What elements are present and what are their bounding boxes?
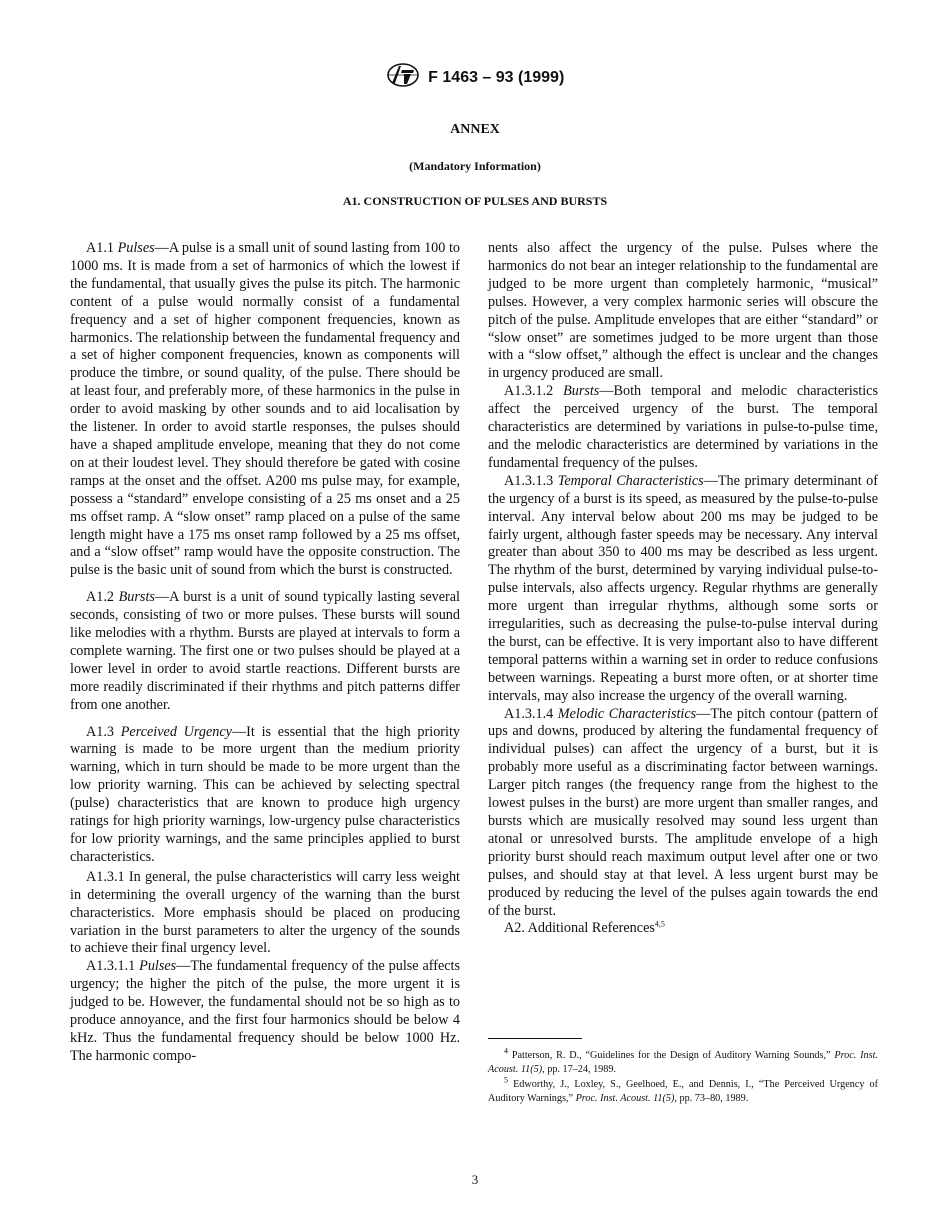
footnote-reference: 4,5 (654, 919, 665, 929)
footnote-4 (488, 1046, 878, 1077)
section-number: A1.3.1.2 (504, 383, 564, 400)
footnote-journal: Proc. Inst. Acoust. 11(5) (575, 1093, 675, 1104)
paragraph-text: —The fundamental frequency of the pulse affects urgency; the higher the pitch of the pulse, the more urgent it is judged to be. However, the fundamental should not be so high as to produce annoyance, and the first four harmonics should be below 4 kHz. Thus the fundamental frequency should be below 1000 Hz. The harmonic compo- (70, 958, 461, 1064)
section-term: Bursts (118, 589, 155, 606)
paragraph-text: —Both temporal and melodic characteristics affect the perceived urgency of the burst. The temporal characteristics are determined by variations in pulse-to-pulse time, and the melodic characteristics are determined by variations in the fundamental frequency of the pulses. (488, 383, 879, 471)
section-term: Pulses (117, 240, 155, 256)
section-term: Temporal Characteristics (557, 472, 704, 489)
page-number: 3 (471, 1172, 479, 1187)
paragraph-a1-3-1-1 (70, 958, 460, 1065)
paragraph-a1-3-1-2 (488, 383, 878, 473)
footnote-text: Edworthy, J., Loxley, S., Geelhoed, E., and Dennis, I., “The Perceived Urgency of Auditory Warnings,” (488, 1079, 878, 1104)
section-term: Melodic Characteristics (557, 705, 697, 722)
section-number: A1.1 (86, 240, 118, 256)
footnote-mark: 4 (504, 1046, 508, 1056)
footnotes (488, 1038, 878, 1107)
footnote-mark: 5 (504, 1075, 508, 1085)
section-term: Bursts (563, 383, 600, 400)
section-term: Pulses (139, 958, 177, 975)
paragraph-a2 (488, 920, 878, 938)
left-column (70, 240, 460, 1066)
footnote-pages: , pp. 17–24, 1989. (542, 1064, 616, 1075)
annex-title: ANNEX (450, 122, 500, 137)
section-number: A1.3.1.3 (504, 472, 558, 489)
paragraph-a1-3-1 (70, 869, 460, 959)
paragraph-a1-3 (70, 724, 460, 867)
section-number: A1.2 (86, 589, 119, 606)
paragraph-text: —A pulse is a small unit of sound lasting from 100 to 1000 ms. It is made from a set of harmonics of which the lowest if the fundamental, that usually gives the pulse its pitch. The harmonic content of a pulse would normally consist of a fundamental frequency and a set of higher component frequencies, known as harmonics. The relationship between the fundamental frequency and a set of higher component frequencies, known as components will produce the timbre, or sound quality, of the pulse. There should be at least four, and preferably more, of these harmonics in the pulse in order to avoid masking by other sounds and to aid localisation by the listener. In order to avoid startle responses, the pulses should have a shaped amplitude envelope, meaning that they do not come on at their loudest level. They should therefore be gated with cosine ramps at the onset and the offset. A200 ms pulse may, for example, possess a “standard” envelope consisting of a 25 ms onset and a 25 ms offset ramp. A “slow onset” ramp placed on a pulse of the same length might have a 175 ms onset ramp followed by a 25 ms offset, and a “slow offset” ramp would have the opposite construction. The pulse is the basic unit of sound from which the burst is constructed. (70, 240, 460, 579)
section-number: A1.3.1.4 (504, 705, 558, 722)
section-number: A1.3 (86, 723, 121, 740)
page-header (0, 62, 950, 93)
footnote-text: Patterson, R. D., “Guidelines for the Design of Auditory Warning Sounds,” (508, 1050, 835, 1061)
paragraph-a1-2 (70, 589, 460, 714)
footnote-5 (488, 1075, 878, 1106)
annex-subtitle: (Mandatory Information) (409, 159, 541, 173)
paragraph-a1-3-1-3 (488, 473, 878, 706)
footnote-divider (488, 1038, 582, 1039)
footnote-pages: , pp. 73–80, 1989. (674, 1093, 749, 1104)
standard-designation: F 1463 – 93 (1999) (428, 68, 565, 86)
section-number: A1.3.1.1 (86, 958, 140, 975)
footnote-journal: Proc. Inst. Acoust. 11(5) (488, 1050, 878, 1075)
right-column (488, 240, 878, 938)
paragraph-text: A1.3.1 In general, the pulse characteristics will carry less weight in determining the overall urgency of the warning than the burst characteristics. More emphasis should be placed on producing variation in the burst parameters to alter the urgency of the sounds to achieve their final urgency level. (70, 868, 460, 957)
paragraph-text: nents also affect the urgency of the pulse. Pulses where the harmonics do not bear an integer relationship to the fundamental are judged to be more urgent than completely harmonic, “musical” pulses. However, a very complex harmonic series will obscure the pitch of the pulse. Amplitude envelopes that are either “standard” or “slow onset” are sometimes judged to be more urgent than those with a “slow offset,” although the effect is unclear and the changes in urgency produced are small. (488, 240, 878, 382)
paragraph-continued (488, 240, 878, 383)
section-term: Perceived Urgency (120, 723, 232, 740)
astm-logo-icon (386, 62, 420, 93)
paragraph-text: A2. Additional References (504, 920, 655, 937)
paragraph-text: —The pitch contour (pattern of ups and downs, produced by altering the fundamental frequency of individual pulses) can affect the urgency of a burst, but it is probably more useful as a discriminating factor between warnings. Larger pitch ranges (the frequency range from the highest to the lowest pulses in the burst) are more urgent than smaller ranges, and bursts which are musically resolved may sound less urgent than atonal or unresolved bursts. The amplitude envelope of a high priority burst should reach maximum output level after one or two pulses, and should stay at that level. A less urgent burst may be produced by reducing the level of the pulses again towards the end of the burst. (488, 705, 878, 919)
paragraph-text: —A burst is a unit of sound typically lasting several seconds, consisting of two or more pulses. These bursts will sound like melodies with a rhythm. Bursts are played at intervals to form a complete warning. The first one or two pulses should be played at a lower level in order to avoid startle reactions. Different bursts are more readily discriminated if their rhythms and pitch patterns differ from one another. (70, 589, 461, 713)
paragraph-text: —It is essential that the high priority warning is made to be more urgent than the medium priority warning, which in turn should be made to be more urgent than the low priority warning. This can be achieved by selecting spectral (pulse) characteristics that are known to produce high urgency ratings for high priority warnings, low-urgency pulse characteristics for low priority warnings, and the same principles applied to burst characteristics. (70, 723, 460, 865)
section-title: A1. CONSTRUCTION OF PULSES AND BURSTS (342, 194, 608, 208)
paragraph-a1-1 (70, 240, 460, 580)
paragraph-text: —The primary determinant of the urgency of a burst is its speed, as measured by the pulse-to-pulse interval. Any interval below about 200 ms may be judged to be fairly urgent, although faster speeds may be necessary. Any interval greater than about 350 to 400 ms may be described as less urgent. The rhythm of the burst, determined by varying individual pulse-to-pulse intervals, also affects urgency. Regular rhythms are generally more urgent than irregular rhythms, although some sorts or irregularities, such as decreasing the pulse-to-pulse interval during the burst, can be effective. It is very important also to have different temporal patterns within a warning set in order to reduce confusions between warnings. Repeating a burst more often, or at shorter time intervals, may also increase the urgency of the overall warning. (488, 472, 878, 704)
paragraph-a1-3-1-4 (488, 706, 878, 921)
